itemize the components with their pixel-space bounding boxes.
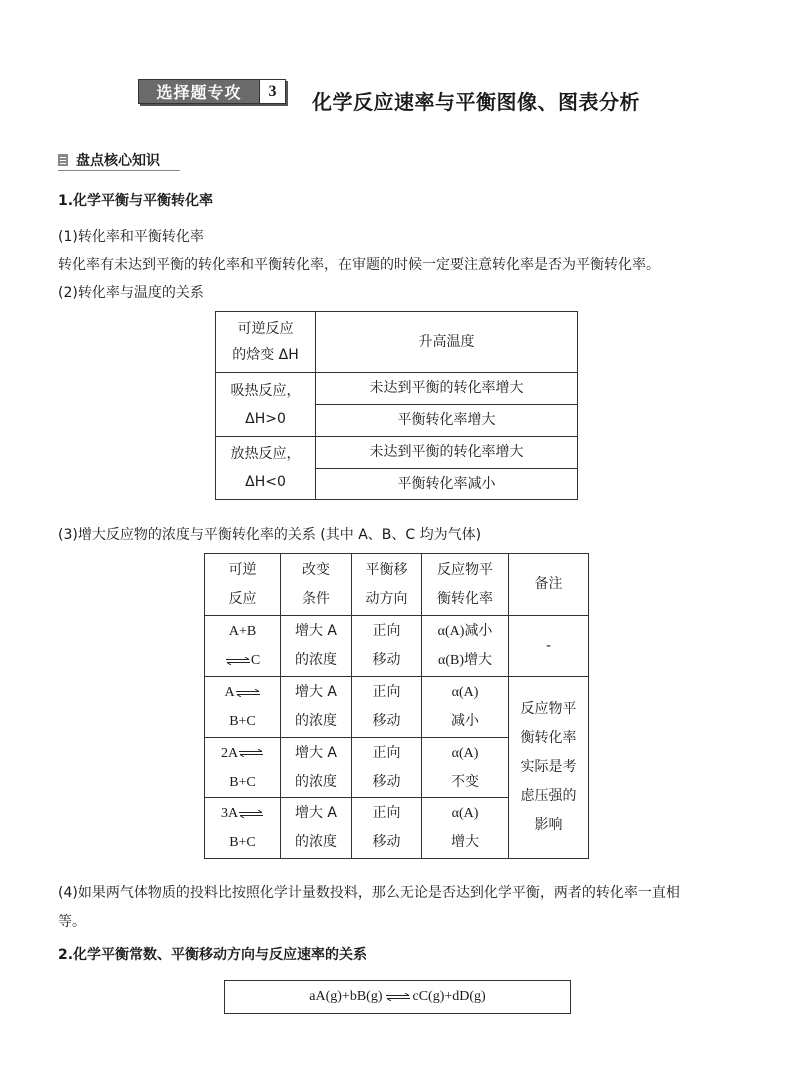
- t2-row4-dir-l1: 正向: [372, 805, 401, 821]
- t2-row4-reaction: [205, 798, 281, 859]
- t2-note-l2: 衡转化率: [520, 730, 577, 746]
- t2-head-reaction: [205, 554, 281, 616]
- equilibrium-arrow-icon: [238, 810, 264, 818]
- t2-row2-dir-l2: 移动: [372, 713, 401, 729]
- part1-sub4-line1: (4)如果两气体物质的投料比按照化学计量数投料，那么无论是否达到化学平衡，两者的转化率一直相: [58, 885, 680, 901]
- t1-row2-label-l1: 放热反应，: [230, 446, 301, 462]
- t2-row1-condition: [281, 616, 352, 677]
- t2-row4-conv-l1: α(A): [451, 806, 479, 821]
- t2-row3-cond-l2: 的浓度: [295, 773, 337, 790]
- t2-head-condition-l1: 改变: [302, 561, 330, 578]
- t1-row2-r2: 平衡转化率减小: [316, 469, 578, 500]
- section-divider: [58, 170, 180, 171]
- t2-head-condition: [281, 554, 352, 616]
- t2-head-direction: [352, 554, 422, 616]
- section-heading: [58, 150, 160, 170]
- t1-row2-label-l2: ΔH<0: [245, 474, 286, 490]
- t2-head-conversion-l2: 衡转化率: [437, 590, 493, 607]
- t1-row2-label: [216, 437, 316, 500]
- t2-note-l4: 虑压强的: [520, 788, 577, 804]
- t2-row1-conv-l2: α(B)增大: [438, 653, 492, 668]
- t2-row2-cond-l2: 的浓度: [295, 713, 337, 729]
- t2-row3-reaction-l2: B+C: [229, 774, 256, 790]
- part1-sub1: (1)转化率和平衡转化率: [58, 229, 204, 245]
- t2-row2-conv-l2: 减小: [451, 714, 479, 729]
- t2-row3-dir-l2: 移动: [372, 773, 401, 790]
- t2-row1-reaction-l1: A+B: [228, 624, 257, 639]
- t2-row2-conversion: [422, 677, 509, 738]
- t2-head-reaction-l2: 反应: [228, 590, 257, 607]
- t2-row3-condition: [281, 738, 352, 798]
- badge-label: 选择题专攻: [139, 80, 259, 103]
- t2-head-conversion-l1: 反应物平: [437, 561, 493, 578]
- t1-row2-r1: 未达到平衡的转化率增大: [316, 437, 578, 469]
- t2-row3-cond-l1: 增大 A: [294, 744, 338, 761]
- t2-row3-dir-l1: 正向: [372, 744, 401, 761]
- t2-row1-reaction: [205, 616, 281, 677]
- t2-row2-dir-l1: 正向: [372, 684, 401, 700]
- part1-heading: 1.化学平衡与平衡转化率: [58, 193, 214, 209]
- t2-head-conversion: [422, 554, 509, 616]
- t2-row2-conv-l1: α(A): [451, 685, 479, 700]
- t2-head-direction-l1: 平衡移: [365, 561, 408, 578]
- t2-row2-direction: [352, 677, 422, 738]
- t2-row1-direction: [352, 616, 422, 677]
- t1-head-col2: 升高温度: [316, 312, 578, 373]
- t1-head-col1-l2: 的焓变 ΔH: [232, 347, 299, 363]
- t2-row1-dir-l2: 移动: [372, 652, 401, 668]
- topic-badge: [138, 79, 286, 104]
- part1-sub1-text: 转化率有未达到平衡的转化率和平衡转化率，在审题的时候一定要注意转化率是否为平衡转化率。: [58, 257, 660, 273]
- t2-head-condition-l2: 条件: [302, 590, 330, 607]
- t2-row4-cond-l1: 增大 A: [294, 805, 338, 821]
- t2-row4-conversion: [422, 798, 509, 859]
- t1-head-col1-l1: 可逆反应: [237, 321, 294, 337]
- t2-row1-dir-l1: 正向: [372, 623, 401, 639]
- t2-row3-conversion: [422, 738, 509, 798]
- t2-row1-reaction-l2: [205, 646, 280, 675]
- section-heading-text: 盘点核心知识: [76, 153, 160, 169]
- t2-row4-reaction-l2: B+C: [229, 835, 256, 850]
- t2-row2-reactant: A: [224, 685, 235, 700]
- part1-sub3: (3)增大反应物的浓度与平衡转化率的关系 (其中 A、B、C 均为气体): [58, 527, 482, 543]
- t2-merged-note: [509, 677, 589, 859]
- t2-row3-reaction: [205, 738, 281, 798]
- t2-head-direction-l2: 动方向: [365, 590, 408, 607]
- t2-row2-cond-l1: 增大 A: [294, 684, 338, 700]
- part1-sub2: (2)转化率与温度的关系: [58, 285, 204, 301]
- equilibrium-arrow-icon: [238, 749, 264, 757]
- equilibrium-arrow-icon: [225, 657, 251, 665]
- t1-row1-label-l2: ΔH>0: [245, 410, 286, 427]
- t2-row4-cond-l2: 的浓度: [295, 834, 337, 850]
- t2-row1-cond-l1: 增大 A: [294, 623, 338, 639]
- t2-row4-conv-l2: 增大: [451, 835, 479, 850]
- equilibrium-arrow-icon: [235, 689, 261, 697]
- document-icon: [58, 154, 68, 166]
- t2-note-l3: 实际是考: [520, 759, 577, 775]
- badge-number: 3: [259, 80, 285, 103]
- t2-head-reaction-l1: 可逆: [228, 561, 257, 578]
- t2-row3-direction: [352, 738, 422, 798]
- page-title: 化学反应速率与平衡图像、图表分析: [312, 90, 640, 114]
- equation-left: aA(g)+bB(g): [309, 989, 383, 1004]
- t2-head-note: 备注: [509, 554, 589, 616]
- t1-row1-r1: 未达到平衡的转化率增大: [316, 373, 578, 405]
- t2-row1-conversion: [422, 616, 509, 677]
- t2-row4-direction: [352, 798, 422, 859]
- t2-note-l5: 影响: [534, 817, 563, 833]
- t1-row1-label: [216, 373, 316, 437]
- concentration-table: [204, 553, 589, 859]
- t2-row1-note: -: [509, 616, 589, 677]
- t2-row3-reactant: 2A: [220, 745, 239, 761]
- t2-row2-condition: [281, 677, 352, 738]
- part1-sub4-line2: 等。: [58, 914, 86, 930]
- t2-note-l1: 反应物平: [520, 701, 577, 717]
- equilibrium-arrow-icon: [385, 993, 411, 1001]
- temperature-table: [215, 311, 578, 500]
- t1-row1-label-l1: 吸热反应，: [230, 382, 301, 399]
- t2-row1-product: C: [250, 653, 261, 668]
- t2-row3-conv-l2: 不变: [451, 774, 479, 790]
- t1-head-col1: [216, 312, 316, 373]
- t2-row4-dir-l2: 移动: [372, 834, 401, 850]
- t2-row1-conv-l1: α(A)减小: [437, 624, 493, 639]
- equation-right: cC(g)+dD(g): [412, 989, 486, 1004]
- t2-row2-reaction-l1: [205, 678, 280, 707]
- t2-row4-reactant: 3A: [220, 806, 239, 821]
- t2-row2-reaction-l2: B+C: [229, 714, 256, 729]
- t2-row4-condition: [281, 798, 352, 859]
- equation-box: [224, 980, 571, 1014]
- t2-row3-conv-l1: α(A): [451, 745, 479, 761]
- t2-row1-cond-l2: 的浓度: [295, 652, 337, 668]
- t2-row3-reaction-l1: [205, 739, 280, 768]
- part2-heading: 2.化学平衡常数、平衡移动方向与反应速率的关系: [58, 947, 368, 963]
- t1-row1-r2: 平衡转化率增大: [316, 405, 578, 437]
- t2-row2-reaction: [205, 677, 281, 738]
- t2-row4-reaction-l1: [205, 799, 280, 828]
